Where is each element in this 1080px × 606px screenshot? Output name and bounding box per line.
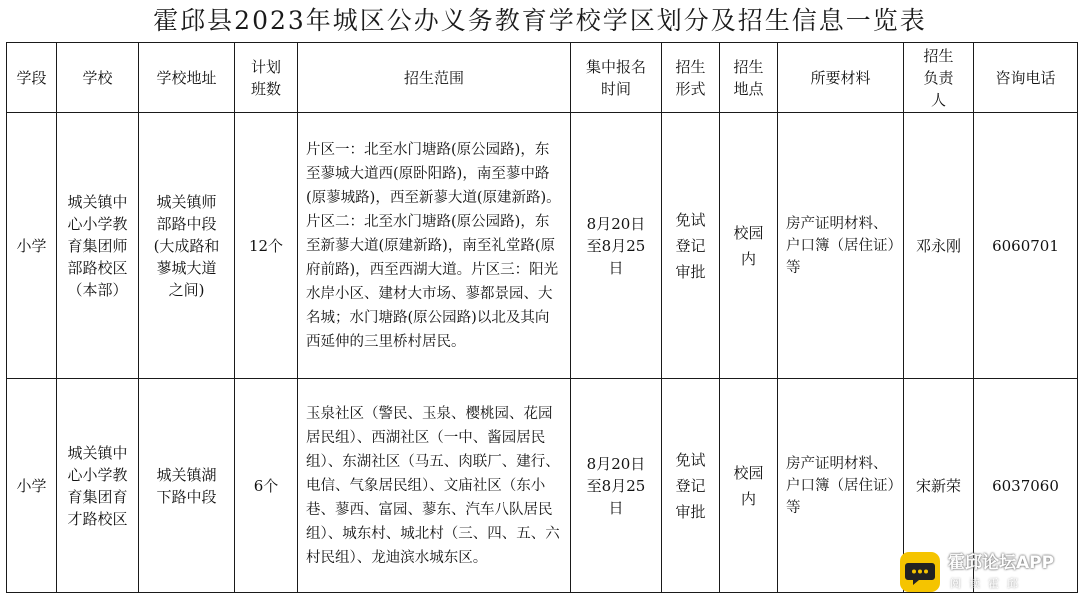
- header-time: 集中报名时间: [571, 43, 662, 113]
- cell-classes: 12个: [235, 113, 298, 379]
- cell-stage: 小学: [7, 113, 57, 379]
- header-range: 招生范围: [298, 43, 571, 113]
- cell-materials: 房产证明材料、户口簿（居住证）等: [778, 379, 904, 593]
- cell-person: 宋新荣: [904, 379, 974, 593]
- header-form: 招生形式: [662, 43, 720, 113]
- cell-phone: 6037060: [974, 379, 1078, 593]
- cell-place: 校园内: [720, 113, 778, 379]
- watermark-title: 霍邱论坛APP: [948, 553, 1055, 573]
- table-row: [7, 113, 1078, 379]
- cell-classes: 6个: [235, 379, 298, 593]
- page-title: 霍邱县2023年城区公办义务教育学校学区划分及招生信息一览表: [153, 6, 927, 35]
- cell-form: 免试登记审批: [662, 379, 720, 593]
- header-row: [7, 43, 1078, 113]
- cell-person: 邓永刚: [904, 113, 974, 379]
- header-phone: 咨询电话: [974, 43, 1078, 113]
- header-school: 学校: [57, 43, 139, 113]
- header-person: 招生负责人: [904, 43, 974, 113]
- cell-materials: 房产证明材料、户口簿（居住证）等: [778, 113, 904, 379]
- cell-range: 片区一：北至水门塘路(原公园路)，东至蓼城大道西(原卧阳路)，南至蓼中路(原蓼城路)，西至新蓼大道(原建新路)。片区二：北至水门塘路(原公园路)，东至新蓼大道(原建新路)，南至礼堂路(原府前路)，西至西湖大道。片区三：阳光水岸小区、建材大市场、蓼都景园、大名城；水门塘路(原公园路)以北及其向西延伸的三里桥村居民。: [298, 113, 571, 379]
- cell-place: 校园内: [720, 379, 778, 593]
- chat-bubble-icon: [900, 552, 940, 592]
- cell-time: 8月20日至8月25日: [571, 379, 662, 593]
- cell-school: 城关镇中心小学教育集团育才路校区: [57, 379, 139, 593]
- cell-address: 城关镇师部路中段(大成路和蓼城大道之间): [139, 113, 235, 379]
- cell-range: 玉泉社区（警民、玉泉、樱桃园、花园居民组）、西湖社区（一中、酱园居民组）、东湖社区（马五、肉联厂、建行、电信、气象居民组）、文庙社区（东小巷、蓼西、富园、蓼东、汽车八队居民组）、城东村、城北村（三、四、五、六村民组）、龙迪滨水城东区。: [298, 379, 571, 593]
- header-address: 学校地址: [139, 43, 235, 113]
- cell-address: 城关镇湖下路中段: [139, 379, 235, 593]
- header-stage: 学段: [7, 43, 57, 113]
- cell-stage: 小学: [7, 379, 57, 593]
- header-place: 招生地点: [720, 43, 778, 113]
- cell-form: 免试登记审批: [662, 113, 720, 379]
- cell-phone: 6060701: [974, 113, 1078, 379]
- forum-watermark: [900, 552, 1078, 600]
- cell-school: 城关镇中心小学教育集团师部路校区（本部）: [57, 113, 139, 379]
- watermark-subtitle: 阅读霍邱: [950, 577, 1026, 590]
- enrollment-table: [6, 42, 1078, 593]
- cell-time: 8月20日至8月25日: [571, 113, 662, 379]
- header-classes: 计划班数: [235, 43, 298, 113]
- header-materials: 所要材料: [778, 43, 904, 113]
